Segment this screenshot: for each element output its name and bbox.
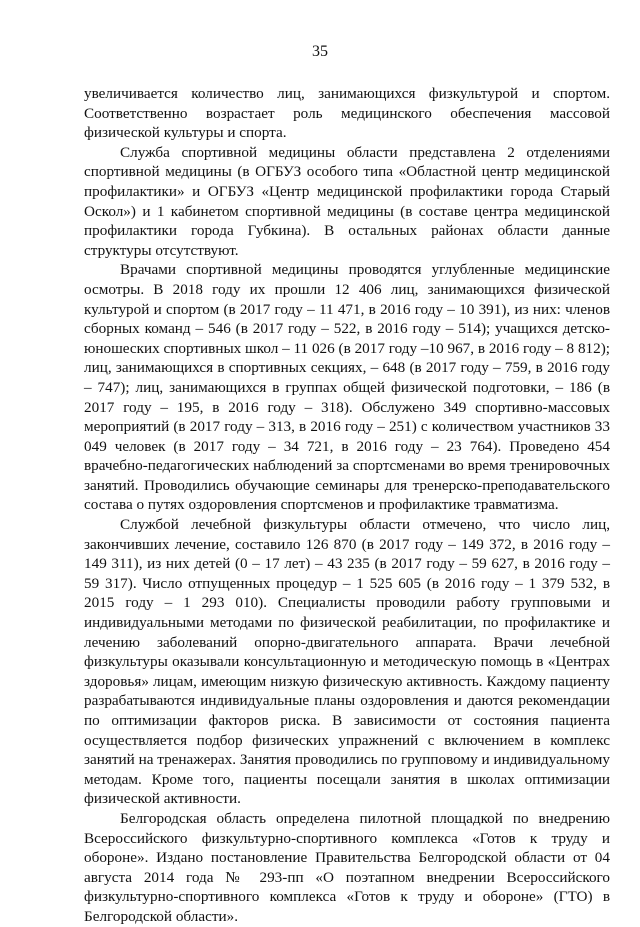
paragraph-sports-medicine-service: Служба спортивной медицины области представлена 2 отделениями спортивной медицины (в ОГБУЗ особого типа «Областной центр медицинской профилактики» и ОГБУЗ «Центр медицинской профилактики города Старый Оскол») и 1 кабинетом спортивной медицины (в составе центра медицинской профилактики города Губкина). В остальных районах области данные структуры отсутствуют. <box>84 143 610 259</box>
paragraph-medical-examinations: Врачами спортивной медицины проводятся углубленные медицинские осмотры. В 2018 году их прошли 12 406 лиц, занимающихся физической культурой и спортом (в 2017 году – 11 471, в 2016 году – 10 391), из них: членов сборных команд – 546 (в 2017 году – 522, в 2016 году – 514); учащихся детско-юношеских спортивных школ – 11 026 (в 2017 году –10 967, в 2016 году – 8 812); лиц, занимающихся в спортивных секциях, – 648 (в 2017 году – 759, в 2016 году – 747); лиц, занимающихся в группах общей физической подготовки, – 186 (в 2017 году – 195, в 2016 году – 318). Обслужено 349 спортивно-массовых мероприятий (в 2017 году – 313, в 2016 году – 251) с количеством участников 33 049 человек (в 2017 году – 34 721, в 2016 году – 23 764). Проведено 454 врачебно-педагогических наблюдений за спортсменами во время тренировочных занятий. Проводились обучающие семинары для тренерско-преподавательского состава о путях оздоровления спортсменов и профилактике травматизма. <box>84 261 610 514</box>
page-number: 35 <box>312 43 328 60</box>
paragraph-gto-complex: Белгородская область определена пилотной площадкой по внедрению Всероссийского физкультурно-спортивного комплекса «Готов к труду и обороне». Издано постановление Правительства Белгородской области от 04 августа 2014 года № 293-пп «О поэтапном внедрении Всероссийского физкультурно-спортивного комплекса «Готов к труду и обороне» (ГТО) в Белгородской области». <box>84 809 610 925</box>
document-body <box>84 84 610 927</box>
paragraph-physical-therapy-service: Службой лечебной физкультуры области отмечено, что число лиц, закончивших лечение, составило 126 870 (в 2017 году – 149 372, в 2016 году – 149 311), из них детей (0 – 17 лет) – 43 235 (в 2017 году – 59 627, в 2016 году – 59 317). Число отпущенных процедур – 1 525 605 (в 2016 году – 1 379 532, в 2015 году – 1 293 010). Специалисты проводили работу групповыми и индивидуальными методами по физической реабилитации, по профилактике и лечению заболеваний опорно-двигательного аппарата. Врачи лечебной физкультуры оказывали консультационную и методическую помощь в «Центрах здоровья» лицам, имеющим низкую физическую активность. Каждому пациенту разрабатываются индивидуальные планы оздоровления и даются рекомендации по оптимизации факторов риска. В зависимости от состояния пациента осуществляется подбор физических упражнений с включением в комплекс занятий на тренажерах. Занятия проводились по групповому и индивидуальному методам. Кроме того, пациенты посещали занятия в школах оптимизации физической активности. <box>84 516 610 808</box>
paragraph-continuation: увеличивается количество лиц, занимающихся физкультурой и спортом. Соответственно возрастает роль медицинского обеспечения массовой физической культуры и спорта. <box>84 85 610 142</box>
